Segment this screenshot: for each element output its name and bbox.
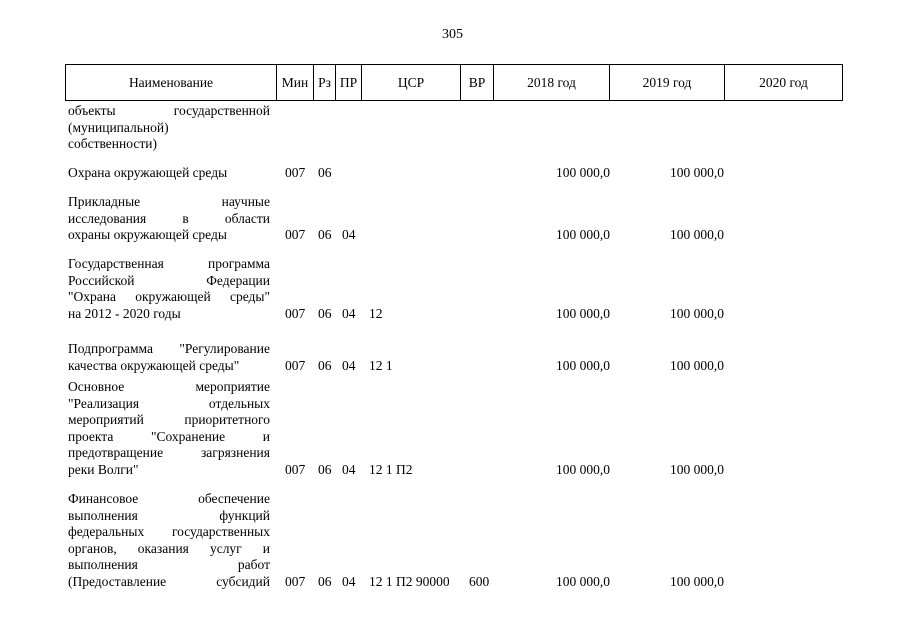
row-name: [68, 194, 270, 244]
row-name-line: объекты государственной: [68, 103, 270, 118]
cell-pr: 04: [342, 305, 356, 321]
cell-y2018: 100 000,0: [556, 227, 610, 242]
cell-csr: 12: [369, 305, 383, 321]
cell-y2019: 100 000,0: [670, 305, 724, 321]
row-name-line: качества окружающей среды": [68, 357, 240, 373]
cell-min: 007: [285, 357, 306, 373]
header-csr: ЦСР: [362, 65, 461, 100]
cell-min: 007: [285, 573, 306, 589]
cell-min: 007: [285, 461, 306, 477]
cell-rz: 06: [318, 357, 332, 373]
row-name-line: на 2012 - 2020 годы: [68, 305, 181, 321]
row-name-line: (Предоставление субсидий: [68, 573, 270, 589]
row-name: [68, 256, 270, 322]
header-2019: 2019 год: [610, 65, 725, 100]
row-name-line: выполнения работ: [68, 557, 270, 572]
row-name: [68, 491, 270, 590]
cell-pr: 04: [342, 461, 356, 477]
row-name-line: Подпрограмма "Регулирование: [68, 341, 270, 356]
cell-min: 007: [285, 305, 306, 321]
cell-pr: 04: [342, 227, 356, 242]
cell-y2018: 100 000,0: [556, 305, 610, 321]
cell-rz: 06: [318, 573, 332, 589]
row-name-line: предотвращение загрязнения: [68, 445, 270, 460]
cell-min: 007: [285, 227, 306, 242]
header-name: Наименование: [66, 65, 277, 100]
cell-csr: 12 1: [369, 357, 393, 373]
header-rz: Рз: [314, 65, 336, 100]
cell-y2019: 100 000,0: [670, 165, 724, 180]
cell-rz: 06: [318, 227, 332, 242]
cell-y2019: 100 000,0: [670, 357, 724, 373]
header-2020: 2020 год: [759, 74, 808, 90]
cell-y2019: 100 000,0: [670, 461, 724, 477]
row-name-line: реки Волги": [68, 461, 139, 477]
page-number: 305: [442, 27, 463, 42]
header-vr: ВР: [461, 65, 494, 100]
cell-y2018: 100 000,0: [556, 573, 610, 589]
row-name-line: собственности): [68, 136, 157, 151]
cell-y2018: 100 000,0: [556, 165, 610, 180]
row-name-line: Российской Федерации: [68, 272, 270, 288]
table-header: [65, 64, 843, 101]
row-name-line: выполнения функций: [68, 507, 270, 523]
cell-y2018: 100 000,0: [556, 461, 610, 477]
row-name: [68, 165, 270, 182]
row-name-line: охраны окружающей среды: [68, 227, 227, 242]
cell-csr: 12 1 П2 90000: [369, 573, 450, 589]
row-name-line: Финансовое обеспечение: [68, 491, 270, 506]
cell-y2019: 100 000,0: [670, 573, 724, 589]
header-pr: ПР: [336, 65, 362, 100]
row-name-line: Основное мероприятие: [68, 379, 270, 394]
row-name: [68, 341, 270, 374]
row-name-line: Прикладные научные: [68, 194, 270, 209]
cell-y2019: 100 000,0: [670, 227, 724, 242]
row-name-line: Государственная программа: [68, 256, 270, 271]
cell-rz: 06: [318, 305, 332, 321]
row-name-line: органов, оказания услуг и: [68, 540, 270, 556]
row-name-line: федеральных государственных: [68, 524, 270, 539]
row-name-line: проекта "Сохранение и: [68, 428, 270, 444]
cell-rz: 06: [318, 165, 332, 180]
header-2018: 2018 год: [494, 65, 610, 100]
cell-pr: 04: [342, 573, 356, 589]
cell-y2018: 100 000,0: [556, 357, 610, 373]
cell-vr: 600: [469, 573, 490, 589]
header-min: Мин: [277, 65, 314, 100]
cell-csr: 12 1 П2: [369, 461, 413, 477]
cell-pr: 04: [342, 357, 356, 373]
cell-min: 007: [285, 165, 306, 180]
cell-rz: 06: [318, 461, 332, 477]
row-name-line: мероприятий приоритетного: [68, 412, 270, 427]
row-name-line: исследования в области: [68, 210, 270, 226]
row-name-line: (муниципальной): [68, 119, 169, 135]
row-name-line: "Охрана окружающей среды": [68, 289, 270, 304]
row-name: [68, 379, 270, 478]
row-name: [68, 103, 270, 153]
row-name-line: Охрана окружающей среды: [68, 165, 228, 180]
row-name-line: "Реализация отдельных: [68, 395, 270, 411]
